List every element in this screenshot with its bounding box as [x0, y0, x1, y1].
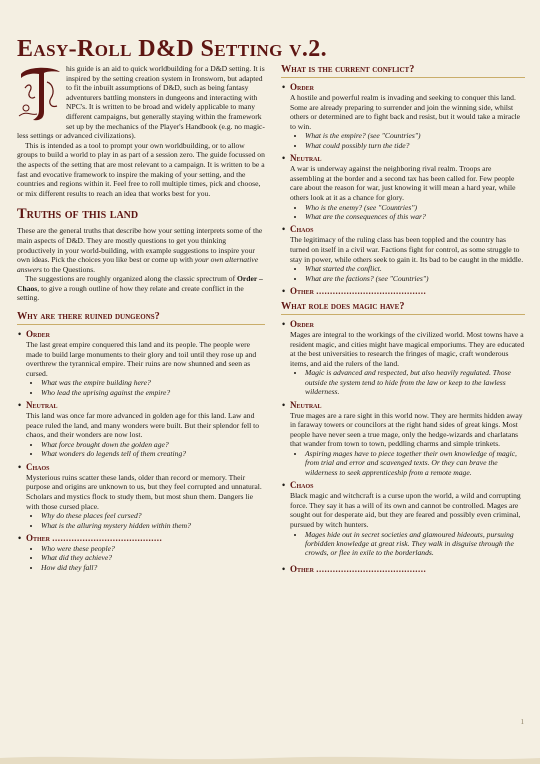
option-label: • Chaos: [17, 462, 265, 473]
question-list: [17, 511, 265, 530]
dungeons-neutral-option: [17, 400, 265, 459]
option-body: A war is underway against the neighboring rival realm. Troops are assembling at the border and a second tax has been called for. Few people care about the reason for war, just knowing it will mean a hard year, while others look at it as a chance for glory.: [290, 164, 516, 202]
option-body: Black magic and witchcraft is a curse upon the world, a wild and corrupting force. They say it has a will of its own and cannot be controlled. Mages are sought out for desperate aid, but they are feared and possibly even criminal, pursued by witch hunters.: [290, 491, 521, 529]
option-label: • Order: [17, 329, 265, 340]
question-item: • Why do these places feel cursed?: [41, 511, 265, 520]
dungeons-other-option: [17, 533, 265, 572]
question-item: • Magic is advanced and respected, but also heavily regulated. Those outside the system tend to hide from the law or keep to the lawless wilderness.: [305, 368, 525, 396]
question-list: [281, 449, 525, 477]
question-item: • What was the empire building here?: [41, 378, 265, 387]
question-item: • What is the empire? (see "Countries"): [305, 131, 525, 140]
conflict-heading: What is the current conflict?: [281, 64, 525, 78]
fill-in-dots: ........................................: [52, 533, 163, 544]
option-body: True mages are a rare sight in this world now. They are hermits hidden away in faraway towers or councilors at the right hand sides of great kings. Most people have never seen a true mage, only the hedge-wizards and charlatans that wander from town to town, peddling charms and simple trinkets.: [290, 410, 523, 449]
question-item: • Aspiring mages have to piece together their own knowledge of magic, from trial and error and scavenged texts. Or they can brave the wilderness to seek apprenticeship from a remote mage.: [305, 449, 525, 477]
option-body: Mages are integral to the workings of the civilized world. Most towns have a resident magic, and cities might have magical emporiums. They are educated at the best universities to research the fringes of magic, craft wonderous items, and aid the rulers of the land.: [290, 329, 525, 368]
intro-paragraph-1: his guide is an aid to quick worldbuilding for a D&D setting. It is inspired by the setting creation system in Ironsworn, but adapted to fit the inbuilt assumptions of D&D, such as being fantasy adventurers battling monsters in dungeons and interacting with NPC's. It is written to be broad and widely applicable to many different campaigns, but generally staying within the framework set up by the mechanics of the Player's Handbook (e.g. no magic-less settings or advanced civilizations).: [17, 64, 265, 141]
question-list: [281, 131, 525, 150]
conflict-neutral-option: [281, 153, 525, 221]
question-list: [281, 203, 525, 222]
option-body: The last great empire conquered this land and its people. The people were made to build large monuments to their glory and toil until they rose up and overthrew the tyrannical empire. Their ruins are now shunned and seen as cursed.: [26, 340, 257, 378]
question-item: • Who were these people?: [41, 544, 265, 553]
truths-paragraph-1: These are the general truths that describe how your setting interprets some of the main aspects of D&D. They are mostly questions to get you thinking productively in your world-building, with example suggestions to inspire your own ideas. Pick the choices you like best or come up with your own alternative answers to the Questions.: [17, 226, 263, 274]
right-column: [281, 64, 525, 575]
conflict-chaos-option: [281, 224, 525, 283]
question-item: • What force brought down the golden age?: [41, 440, 265, 449]
footer-decoration: [0, 752, 540, 764]
fill-in-dots: ........................................: [316, 285, 427, 296]
option-label: • Other ........................................: [281, 564, 525, 575]
question-item: • How did they fall?: [41, 563, 265, 572]
page-number: 1: [520, 718, 524, 726]
left-column: [17, 64, 265, 572]
conflict-other-option: [281, 286, 525, 297]
question-item: • What wonders do legends tell of them creating?: [41, 449, 265, 458]
option-body: A hostile and powerful realm is invading and seeking to conquer this land. Some are already preparing to surrender and join the winning side, whilst others or determined are to fight back and resist, but it would take a miracle to win.: [290, 93, 521, 131]
option-label: • Neutral: [281, 153, 525, 164]
page-title: Easy-Roll D&D Setting v.2.: [17, 36, 328, 62]
conflict-order-option: [281, 82, 525, 150]
magic-other-option: [281, 564, 525, 575]
option-label: • Order: [281, 82, 525, 93]
option-body: The legitimacy of the ruling class has been toppled and the country has turned on itself in a civil war. Factions fight for control, as some struggle to stay in power, while others seek to gain it. Its bad to be caught in the middle.: [290, 235, 524, 264]
question-item: • What are the consequences of this war?: [305, 212, 525, 221]
question-item: • Who lead the uprising against the empire?: [41, 388, 265, 397]
magic-order-option: [281, 319, 525, 397]
dungeons-chaos-option: [17, 462, 265, 530]
question-item: • What could possibly turn the tide?: [305, 141, 525, 150]
dropcap-letter-icon: [17, 64, 63, 122]
option-label: • Neutral: [281, 400, 525, 411]
option-label: • Other ........................................: [17, 533, 265, 544]
question-item: • Mages hide out in secret societies and glamoured hideouts, pursuing forbidden knowledge at great risk. They walk in disguise through the crowds, or flee in exile to the borderlands.: [305, 530, 525, 558]
magic-heading: What role does magic have?: [281, 301, 525, 315]
intro-paragraph-2: This is intended as a tool to prompt your own worldbuilding, or to allow groups to build a world to play in as part of a session zero. The guide focussed on the aspects of the setting that are most relevant to a campaign. It is written to be a fast and evocative framework to inspire the making of your setting, and the countries and regions within it. Feel free to roll multiple times, pick and choose, or mix different results to reach an idea that works best for you.: [17, 140, 265, 198]
option-body: This land was once far more advanced in golden age for this land. Law and peace ruled the land, and many wonders were built. But their splendor fell to chaos, and their wonders are now lost.: [26, 411, 260, 440]
question-list: [17, 378, 265, 397]
option-body: Mysterious ruins scatter these lands, older than record or memory. Their purpose and origins are unknown to us, but they feel corrupted and unnatural. Scholars and mystics flock to study them, but most shun them. Dangers lie with those cursed place.: [26, 472, 262, 511]
dungeons-heading: Why are there ruined dungeons?: [17, 311, 265, 325]
option-label: • Other ........................................: [281, 286, 525, 297]
option-label: • Chaos: [281, 480, 525, 491]
option-label: • Neutral: [17, 400, 265, 411]
question-item: • What are the factions? (see "Countries"): [305, 274, 525, 283]
question-item: • What did they achieve?: [41, 553, 265, 562]
question-list: [17, 544, 265, 572]
dungeons-order-option: [17, 329, 265, 397]
option-label: • Order: [281, 319, 525, 330]
question-item: • What started the conflict.: [305, 264, 525, 273]
magic-neutral-option: [281, 400, 525, 478]
magic-chaos-option: [281, 480, 525, 558]
question-item: • What is the alluring mystery hidden within them?: [41, 521, 265, 530]
question-list: [17, 440, 265, 459]
question-item: • Who is the enemy? (see "Countries"): [305, 203, 525, 212]
question-list: [281, 368, 525, 396]
truths-paragraph-2: The suggestions are roughly organized along the classic sprectrum of Order – Chaos, to give a rough outline of how they relate and create conflict in the setting.: [17, 274, 263, 303]
intro-block: [17, 64, 265, 198]
truths-heading: Truths of this land: [17, 206, 139, 223]
option-label: • Chaos: [281, 224, 525, 235]
question-list: [281, 264, 525, 283]
fill-in-dots: ........................................: [316, 563, 427, 574]
question-list: [281, 530, 525, 558]
